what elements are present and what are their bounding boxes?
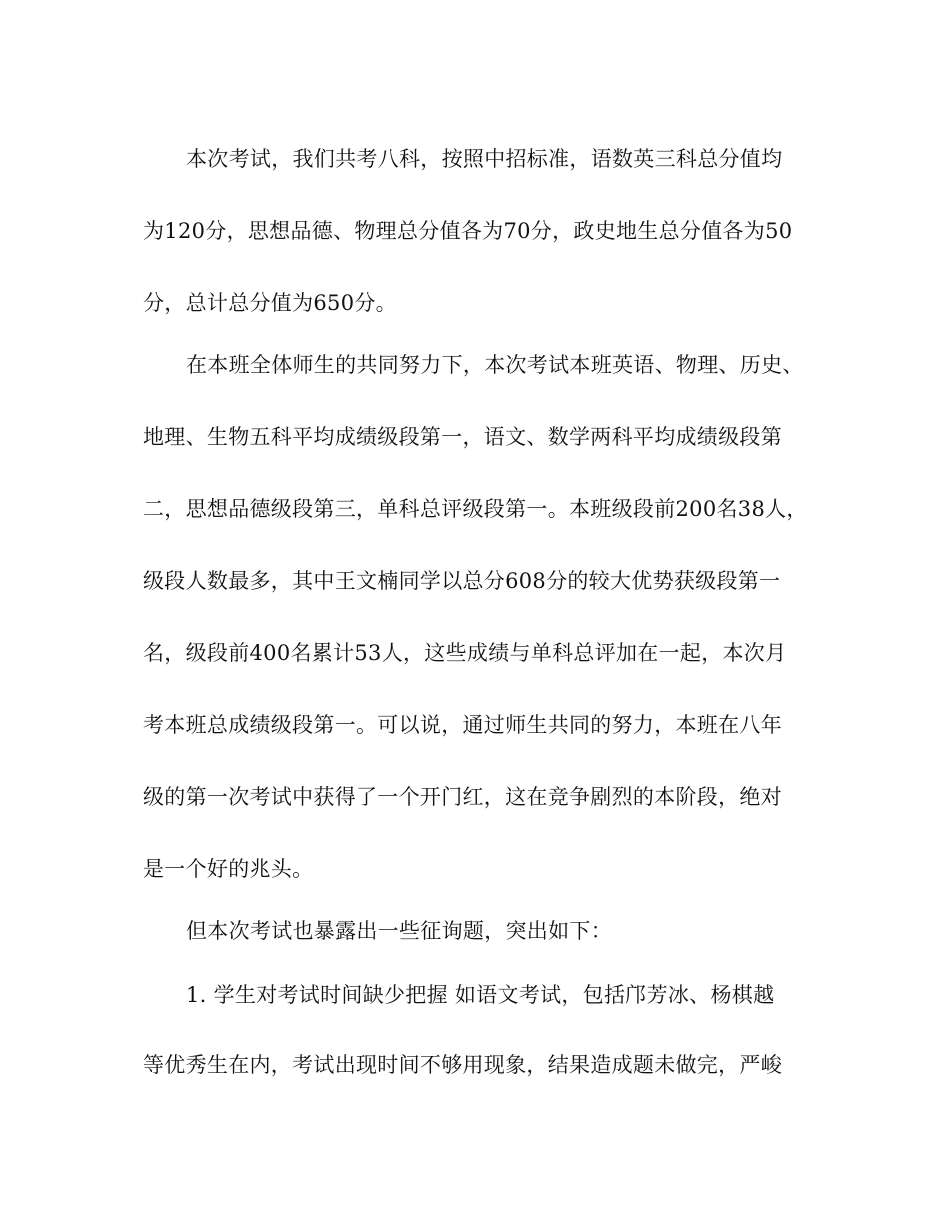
text-line-8: 名，级段前400名累计53人，这些成绩与单科总评加在一起，本次月 [143,641,787,665]
text-line-12: 但本次考试也暴露出一些征询题，突出如下： [186,919,612,943]
text-line-10: 级的第一次考试中获得了一个开门红，这在竞争剧烈的本阶段，绝对 [143,785,782,809]
text-line-11: 是一个好的兆头。 [143,857,314,881]
text-line-1: 本次考试，我们共考八科，按照中招标准，语数英三科总分值均 [186,147,783,171]
text-line-2: 为120分，思想品德、物理总分值各为70分，政史地生总分值各为50 [143,219,793,243]
text-line-7: 级段人数最多，其中王文楠同学以总分608分的较大优势获级段第一 [143,569,781,593]
text-line-4: 在本班全体师生的共同努力下，本次考试本班英语、物理、历史、 [186,353,804,377]
text-line-9: 考本班总成绩级段第一。可以说，通过师生共同的努力，本班在八年 [143,713,782,737]
text-line-14: 等优秀生在内，考试出现时间不够用现象，结果造成题未做完，严峻 [143,1053,782,1077]
text-line-13: 1. 学生对考试时间缺少把握 如语文考试，包括邝芳冰、杨棋越 [186,983,775,1007]
text-line-6: 二，思想品德级段第三，单科总评级段第一。本班级段前200名38人， [143,497,808,521]
text-line-5: 地理、生物五科平均成绩级段第一，语文、数学两科平均成绩级段第 [143,425,782,449]
text-line-3: 分，总计总分值为650分。 [143,291,397,315]
